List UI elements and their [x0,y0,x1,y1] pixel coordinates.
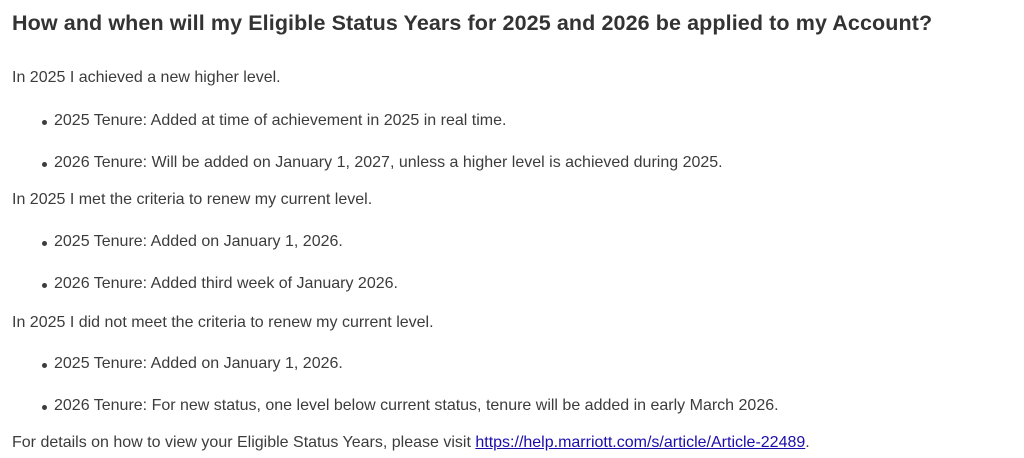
list-item: 2026 Tenure: Will be added on January 1, 2027, unless a higher level is achieved during 2025. [54,154,723,171]
footer-text: For details on how to view your Eligible Status Years, please visit [12,434,476,451]
list-item: 2025 Tenure: Added on January 1, 2026. [54,355,343,372]
help-article-link[interactable]: https://help.marriott.com/s/article/Article-22489 [475,434,806,451]
list-item: 2026 Tenure: For new status, one level below current status, tenure will be added in early March 2026. [54,397,779,414]
section-intro: In 2025 I did not meet the criteria to renew my current level. [12,314,434,331]
section-intro: In 2025 I achieved a new higher level. [12,69,281,86]
footer-paragraph [12,434,810,452]
list-item: 2026 Tenure: Added third week of January 2026. [54,275,398,292]
list-item: 2025 Tenure: Added on January 1, 2026. [54,233,343,250]
section-intro: In 2025 I met the criteria to renew my current level. [12,191,373,208]
page-title: How and when will my Eligible Status Years for 2025 and 2026 be applied to my Account? [12,11,933,35]
list-item: 2025 Tenure: Added at time of achievement in 2025 in real time. [54,112,507,129]
footer-period: . [805,434,810,451]
